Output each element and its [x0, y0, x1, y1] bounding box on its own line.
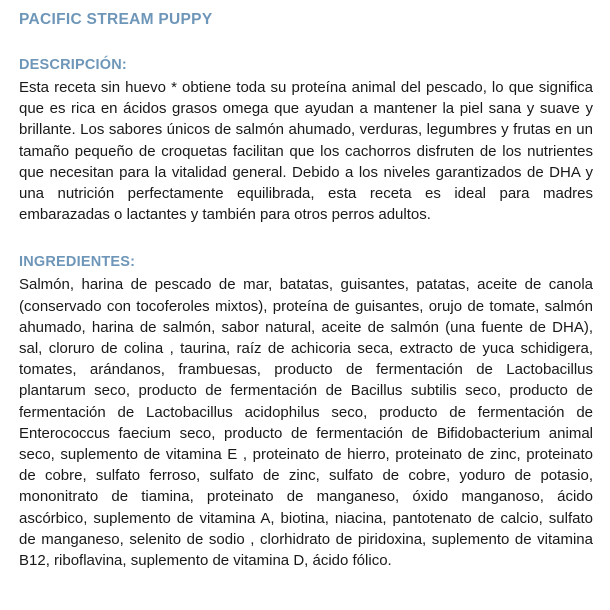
- content-column: [19, 10, 593, 571]
- spacer-description-ingredients: [19, 225, 593, 253]
- ingredients-heading: INGREDIENTES:: [19, 254, 136, 271]
- ingredients-body: Salmón, harina de pescado de mar, batatas, guisantes, patatas, aceite de canola (conservado con tocoferoles mixtos), proteína de guisantes, orujo de tomate, salmón ahumado, harina de salmón, sabor natural, aceite de salmón (una fuente de DHA), sal, cloruro de colina , taurina, raíz de achicoria seca, extracto de yuca schidigera, tomates, arándanos, frambuesas, producto de fermentación de Lactobacillus plantarum seco, producto de fermentación de Bacillus subtilis seco, producto de fermentación de Lactobacillus acidophilus seco, producto de fermentación de Enterococcus faecium seco, producto de fermentación de Bifidobacterium animal seco, suplemento de vitamina E , proteinato de hierro, proteinato de zinc, proteinato de cobre, sulfato ferroso, sulfato de zinc, sulfato de cobre, yoduro de potasio, mononitrato de tiamina, proteinato de manganeso, óxido manganoso, ácido ascórbico, suplemento de vitamina A, biotina, niacina, pantotenato de calcio, sulfato de manganeso, selenito de sodio , clorhidrato de piridoxina, suplemento de vitamina B12, riboflavina, suplemento de vitamina D, ácido fólico.: [19, 276, 593, 570]
- description-section: [19, 56, 593, 225]
- spacer-title-description: [19, 29, 593, 56]
- description-heading: DESCRIPCIÓN:: [19, 57, 127, 73]
- description-body: Esta receta sin huevo * obtiene toda su proteína animal del pescado, lo que significa que es rica en ácidos grasos omega que ayudan a mantener la piel sana y suave y brillante. Los sabores únicos de salmón ahumado, verduras, legumbres y frutas en un tamaño pequeño de croquetas facilitan que los cachorros disfruten de los nutrientes que necesitan para la vitalidad general. Debido a los niveles garantizados de DHA y una nutrición perfectamente equilibrada, esta receta es ideal para madres embarazadas o lactantes y también para otros perros adultos.: [19, 79, 593, 224]
- ingredients-section: [19, 253, 593, 571]
- page-title: PACIFIC STREAM PUPPY: [19, 11, 213, 28]
